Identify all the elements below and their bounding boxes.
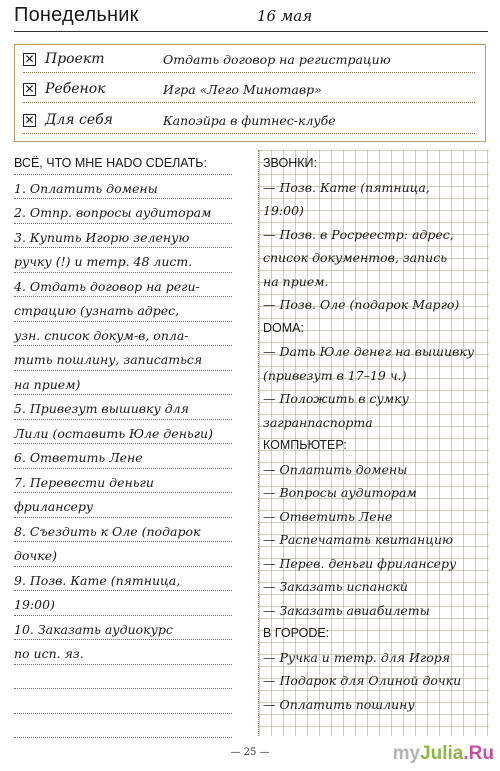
goal-checkbox[interactable]: ✕ xyxy=(24,113,35,127)
todo-line: 5. Привезут вышивку для xyxy=(14,395,232,420)
page-number: — 25 — xyxy=(230,747,270,758)
todo-line: узн. список докум-в, опла- xyxy=(14,322,232,347)
watermark-julia: Julia xyxy=(420,743,464,764)
goal-category: Для себя xyxy=(45,112,113,128)
todo-line: 3. Купить Игорю зеленую xyxy=(14,224,232,249)
goal-text: Отдать договор на регистрацию xyxy=(163,52,391,67)
todo-line: 7. Перевести деньги xyxy=(14,469,232,494)
todo-line: фрилансеру xyxy=(14,493,232,518)
notes-line: загранпаспорта xyxy=(263,414,373,430)
todo-column xyxy=(14,150,232,738)
todo-line xyxy=(14,689,232,714)
notes-line: — Оплатить пошлину xyxy=(263,696,415,712)
notes-heading: В ГОРОDЕ: xyxy=(263,626,330,640)
notes-line: (привезут в 17–19 ч.) xyxy=(263,367,407,383)
todo-line: 19:00) xyxy=(14,591,232,616)
notes-line: — Позв. Кате (пятница, xyxy=(263,179,430,195)
page-title: Понедельник xyxy=(14,4,139,26)
goal-row xyxy=(23,111,475,134)
notes-line: — Перев. деньги фрилансеру xyxy=(263,555,457,571)
goal-text: Капоэйра в фитнес-клубе xyxy=(163,113,336,128)
date-label: 16 мая xyxy=(257,7,313,25)
goal-checkbox[interactable]: ✕ xyxy=(24,52,35,66)
todo-line xyxy=(14,714,232,739)
goal-checkbox[interactable]: ✕ xyxy=(24,82,35,96)
notes-line: — Оплатить домены xyxy=(263,461,408,477)
goal-category: Проект xyxy=(45,51,105,67)
todo-heading: ВСЁ, ЧТО МНЕ НАDO СDЕЛАТЬ: xyxy=(14,150,232,175)
notes-heading: КОМПЬЮТЕР: xyxy=(263,438,347,452)
notes-list xyxy=(259,150,489,714)
notes-column xyxy=(258,150,489,736)
watermark-ru: .Ru xyxy=(463,743,494,764)
todo-line xyxy=(14,665,232,690)
goals-box xyxy=(14,44,486,142)
notes-line: — Заказать испанскй xyxy=(263,579,408,594)
goal-category: Ребенок xyxy=(45,81,106,97)
goal-row xyxy=(23,50,475,73)
notes-line: 19:00) xyxy=(263,203,304,218)
todo-line: на прием) xyxy=(14,371,232,396)
goal-row xyxy=(23,80,475,103)
watermark-logo xyxy=(393,743,494,765)
notes-line: — Позв. в Росреестр: адрес, xyxy=(263,226,454,242)
todo-line: 6. Ответить Лене xyxy=(14,444,232,469)
notes-line: — Подарок для Олиной дочки xyxy=(263,673,462,688)
notes-line: — Распечатать квитанцию xyxy=(263,532,454,547)
todo-line: 8. Съездить к Оле (подарок xyxy=(14,518,232,543)
notes-line: список документов, запись xyxy=(263,250,448,265)
goal-text: Игра «Лего Минотавр» xyxy=(163,82,322,97)
todo-line: 2. Отпр. вопросы аудиторам xyxy=(14,199,232,224)
todo-line: ручку (!) и тетр. 48 лист. xyxy=(14,248,232,273)
todo-line: 1. Оплатить домены xyxy=(14,175,232,200)
watermark-my: my xyxy=(392,743,421,764)
notes-line: — Положить в сумку xyxy=(263,391,409,406)
todo-line: 9. Позв. Кате (пятница, xyxy=(14,567,232,592)
todo-line: Лили (оставить Юле деньги) xyxy=(14,420,232,445)
notes-line: — Ответить Лене xyxy=(263,508,393,524)
todo-line: 10. Заказать аудиокурс xyxy=(14,616,232,641)
todo-line: по исп. яз. xyxy=(14,640,232,665)
notes-line: на прием. xyxy=(263,273,329,289)
notes-line: — Позв. Оле (подарок Марго) xyxy=(263,297,460,312)
todo-line: страцию (узнать адрес, xyxy=(14,297,232,322)
notes-heading: ЗВОНКИ: xyxy=(263,156,317,170)
notes-line: — Вопросы аудиторам xyxy=(263,485,417,500)
todo-line: 4. Отдать договор на реги- xyxy=(14,273,232,298)
todo-list xyxy=(14,150,232,738)
notes-line: — Ручка и тетр. для Игоря xyxy=(263,649,451,665)
todo-line: дочке) xyxy=(14,542,232,567)
notes-line: — Dать Юле денег на вышивку xyxy=(263,344,475,359)
header-divider xyxy=(14,31,488,32)
todo-line: тить пошлину, записаться xyxy=(14,346,232,371)
notes-heading: DОМА: xyxy=(263,320,304,335)
notes-line: — Заказать авиабилеты xyxy=(263,602,430,618)
